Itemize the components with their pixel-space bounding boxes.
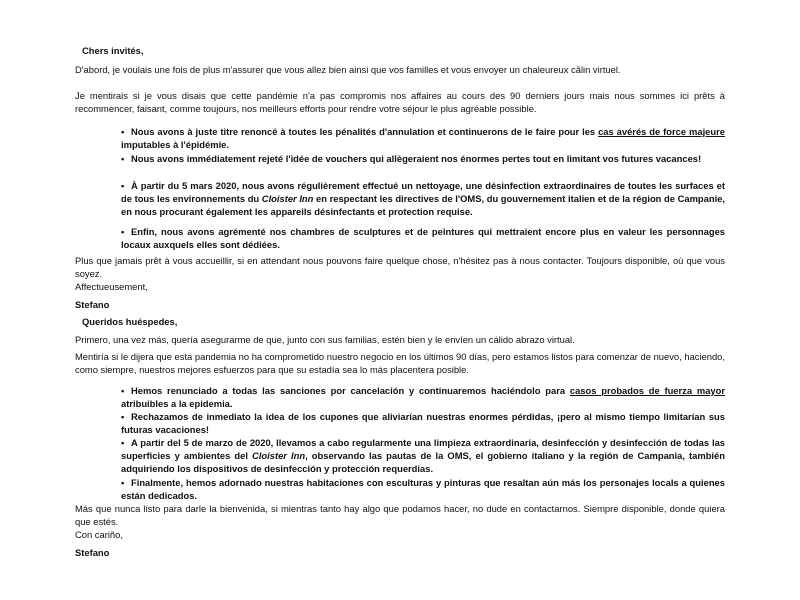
bullet-marker: •	[121, 411, 125, 422]
bullet-marker: •	[121, 126, 125, 137]
bullet-text: , observando las pautas de la OMS, el gobierno italiano y la región de Campania, también adquiriendo los dispositivos de desinfección y protección requerdias.	[121, 450, 725, 474]
spanish-greeting: Queridos huéspedes,	[82, 316, 178, 327]
french-bullet-rooms	[121, 225, 725, 251]
spanish-signoff: Con cariño,	[75, 529, 123, 540]
bullet-text: Finalmente, hemos adornado nuestras habitaciones con esculturas y pinturas que resaltan aún más los personajes locals a quienes están dedicados.	[121, 477, 725, 501]
spanish-bullet-disinfection	[121, 436, 725, 475]
bullet-text: À partir du 5 mars 2020, nous avons régulièrement effectué un nettoyage, une désinfection extraordinaires de toutes les surfaces et de tous les environnements du	[121, 180, 725, 204]
bullet-text: Rechazamos de inmediato la idea de los cupones que aliviarían nuestras enormes pérdidas, ¡pero al mismo tiempo limitarían sus futuras vacaciones!	[121, 411, 725, 435]
french-closing-paragraph: Plus que jamais prêt à vous accueillir, si en attendant nous pouvons faire quelque chose, n'hésitez pas à nous contacter. Toujours disponible, où que vous soyez.	[75, 255, 725, 279]
spanish-bullet-rooms	[121, 476, 725, 502]
hotel-name: Cloister Inn	[261, 193, 314, 204]
spanish-bullet-cancellation	[121, 384, 725, 410]
bullet-marker: •	[121, 226, 125, 237]
spanish-intro-paragraph: Primero, una vez más, quería asegurarme de que, junto con sus familias, estén bien y le envíen un cálido abrazo virtual.	[75, 334, 575, 345]
bullet-text: imputables à l'épidémie.	[121, 139, 229, 150]
bullet-marker: •	[121, 437, 125, 448]
bullet-text: A partir del 5 de marzo de 2020, llevamos a cabo regularmente una limpieza extraordinaria, desinfección y desinfección de todas las superficies y ambientes del	[121, 437, 725, 461]
fuerza-mayor-link[interactable]: casos probados de fuerza mayor	[569, 385, 726, 396]
bullet-marker: •	[121, 477, 125, 488]
spanish-bullet-vouchers	[121, 410, 725, 436]
french-bullet-disinfection	[121, 179, 725, 218]
spanish-closing-paragraph: Más que nunca listo para darle la bienvenida, si mientras tanto hay algo que podamos hacer, no dude en contactarnos. Siempre disponible, donde quiera que estés.	[75, 503, 725, 527]
french-signature: Stefano	[75, 299, 110, 310]
bullet-marker: •	[121, 153, 125, 164]
bullet-text: Nous avons à juste titre renoncé à toutes les pénalités d'annulation et continuerons de le faire pour les	[131, 126, 599, 137]
spanish-situation-paragraph: Mentiría si le dijera que esta pandemia no ha comprometido nuestro negocio en los últimos 90 días, pero estamos listos para comenzar de nuevo, haciendo, como siempre, nuestros mejores esfuerzos para que su estadía sea lo más placentera posible.	[75, 351, 725, 375]
hotel-name: Cloister Inn	[252, 450, 306, 461]
french-bullet-vouchers	[121, 152, 725, 165]
french-signoff: Affectueusement,	[75, 281, 148, 292]
bullet-text: atribuibles a la epidemia.	[121, 398, 233, 409]
bullet-text: en respectant les directives de l'OMS, du gouvernement italien et de la région de Campanie, en nous procurant également les appareils désinfectants et protection requise.	[121, 193, 726, 217]
force-majeure-link[interactable]: cas avérés de force majeure	[598, 126, 725, 137]
french-bullet-cancellation	[121, 125, 725, 151]
bullet-text: Hemos renunciado a todas las sanciones por cancelación y continuaremos haciéndolo para	[131, 385, 570, 396]
bullet-marker: •	[121, 385, 125, 396]
bullet-text: Nous avons immédiatement rejeté l'idée de vouchers qui allègeraient nos énormes pertes tout en limitant vos futures vacances!	[131, 153, 702, 164]
bullet-marker: •	[121, 180, 125, 191]
bullet-text: Enfin, nous avons agrémenté nos chambres de sculptures et de peintures qui mettraient encore plus en valeur les personnages locaux auxquels elles sont dédiées.	[121, 226, 725, 250]
french-situation-paragraph: Je mentirais si je vous disais que cette pandémie n'a pas compromis nos affaires au cours des 90 derniers jours mais nous sommes ici prêts à recommencer, faisant, comme toujours, nos meilleurs efforts pour rendre votre séjour le plus agréable possible.	[75, 90, 725, 114]
french-greeting: Chers invités,	[82, 45, 144, 56]
french-intro-paragraph: D'abord, je voulais une fois de plus m'assurer que vous allez bien ainsi que vos familles et vous envoyer un chaleureux câlin virtuel.	[75, 64, 621, 75]
spanish-signature: Stefano	[75, 547, 110, 558]
